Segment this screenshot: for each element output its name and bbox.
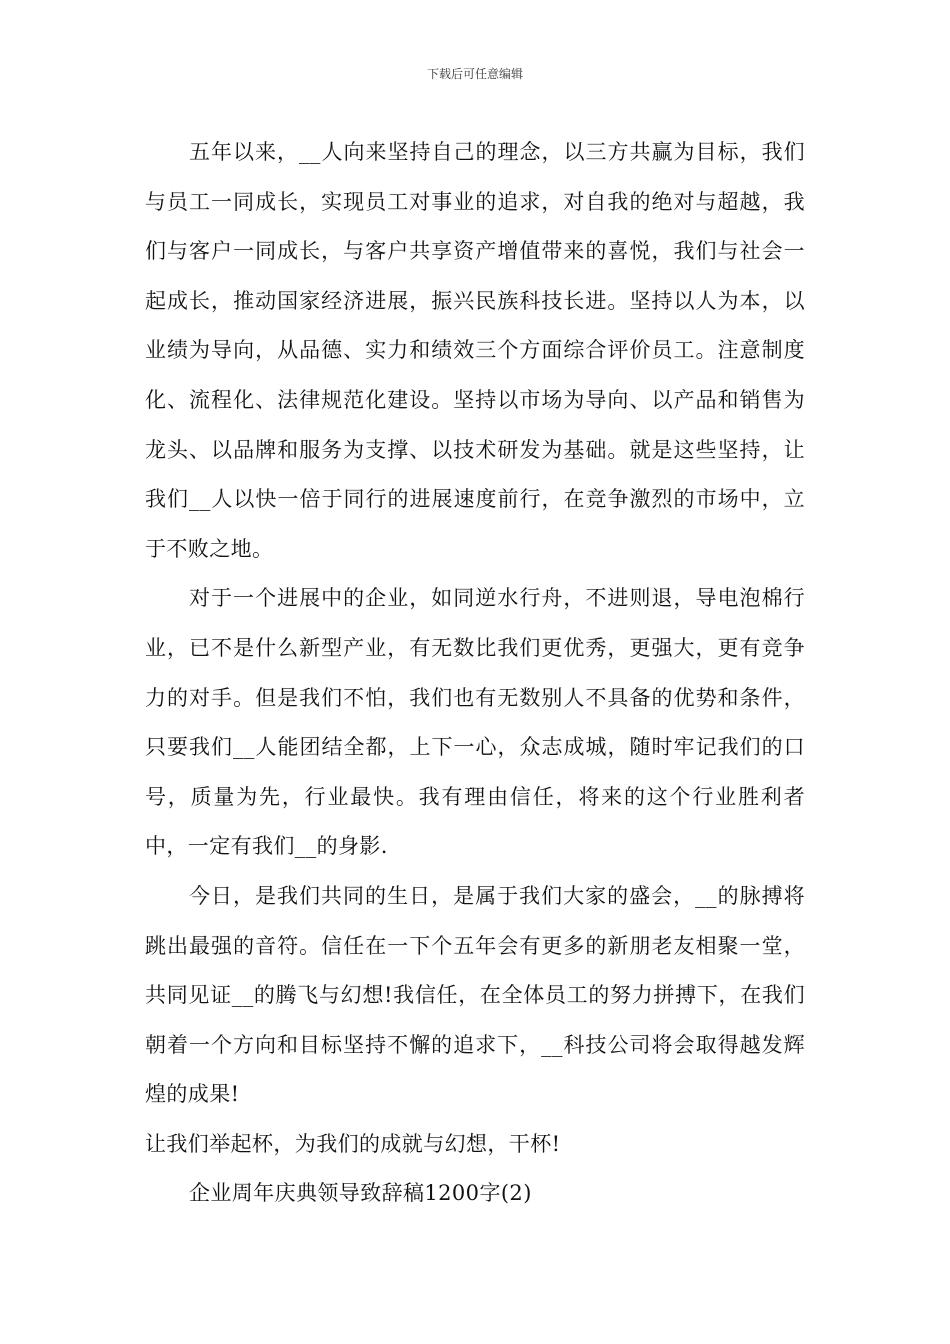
document-body — [145, 128, 805, 1219]
body-paragraph-3: 今日，是我们共同的生日，是属于我们大家的盛会，__的脉搏将跳出最强的音符。信任在一下个五年会有更多的新朋老友相聚一堂，共同见证__的腾飞与幻想!我信任，在全体员工的努力拼搏下，在我们朝着一个方向和目标坚持不懈的追求下，__科技公司将会取得越发辉煌的成果! — [145, 883, 805, 1107]
body-paragraph-1: 五年以来，__人向来坚持自己的理念，以三方共赢为目标，我们与员工一同成长，实现员工对事业的追求，对自我的绝对与超越，我们与客户一同成长，与客户共享资产增值带来的喜悦，我们与社会一起成长，推动国家经济进展，振兴民族科技长进。坚持以人为本，以业绩为导向，从品德、实力和绩效三个方面综合评价员工。注意制度化、流程化、法律规范化建设。坚持以市场为导向、以产品和销售为龙头、以品牌和服务为支撑、以技术研发为基础。就是这些坚持，让我们__人以快一倍于同行的进展速度前行，在竞争激烈的市场中，立于不败之地。 — [145, 140, 805, 561]
toast-line: 让我们举起杯，为我们的成就与幻想，干杯! — [145, 1131, 561, 1156]
section-subtitle: 企业周年庆典领导致辞稿1200字(2) — [189, 1181, 532, 1206]
body-paragraph-2: 对于一个进展中的企业，如同逆水行舟，不进则退，导电泡棉行业，已不是什么新型产业，有无数比我们更优秀，更强大，更有竞争力的对手。但是我们不怕，我们也有无数别人不具备的优势和条件，只要我们__人能团结全都，上下一心，众志成城，随时牢记我们的口号，质量为先，行业最快。我有理由信任，将来的这个行业胜利者中，一定有我们__的身影. — [145, 586, 805, 859]
page-header: 下载后可任意编辑 — [426, 67, 523, 81]
